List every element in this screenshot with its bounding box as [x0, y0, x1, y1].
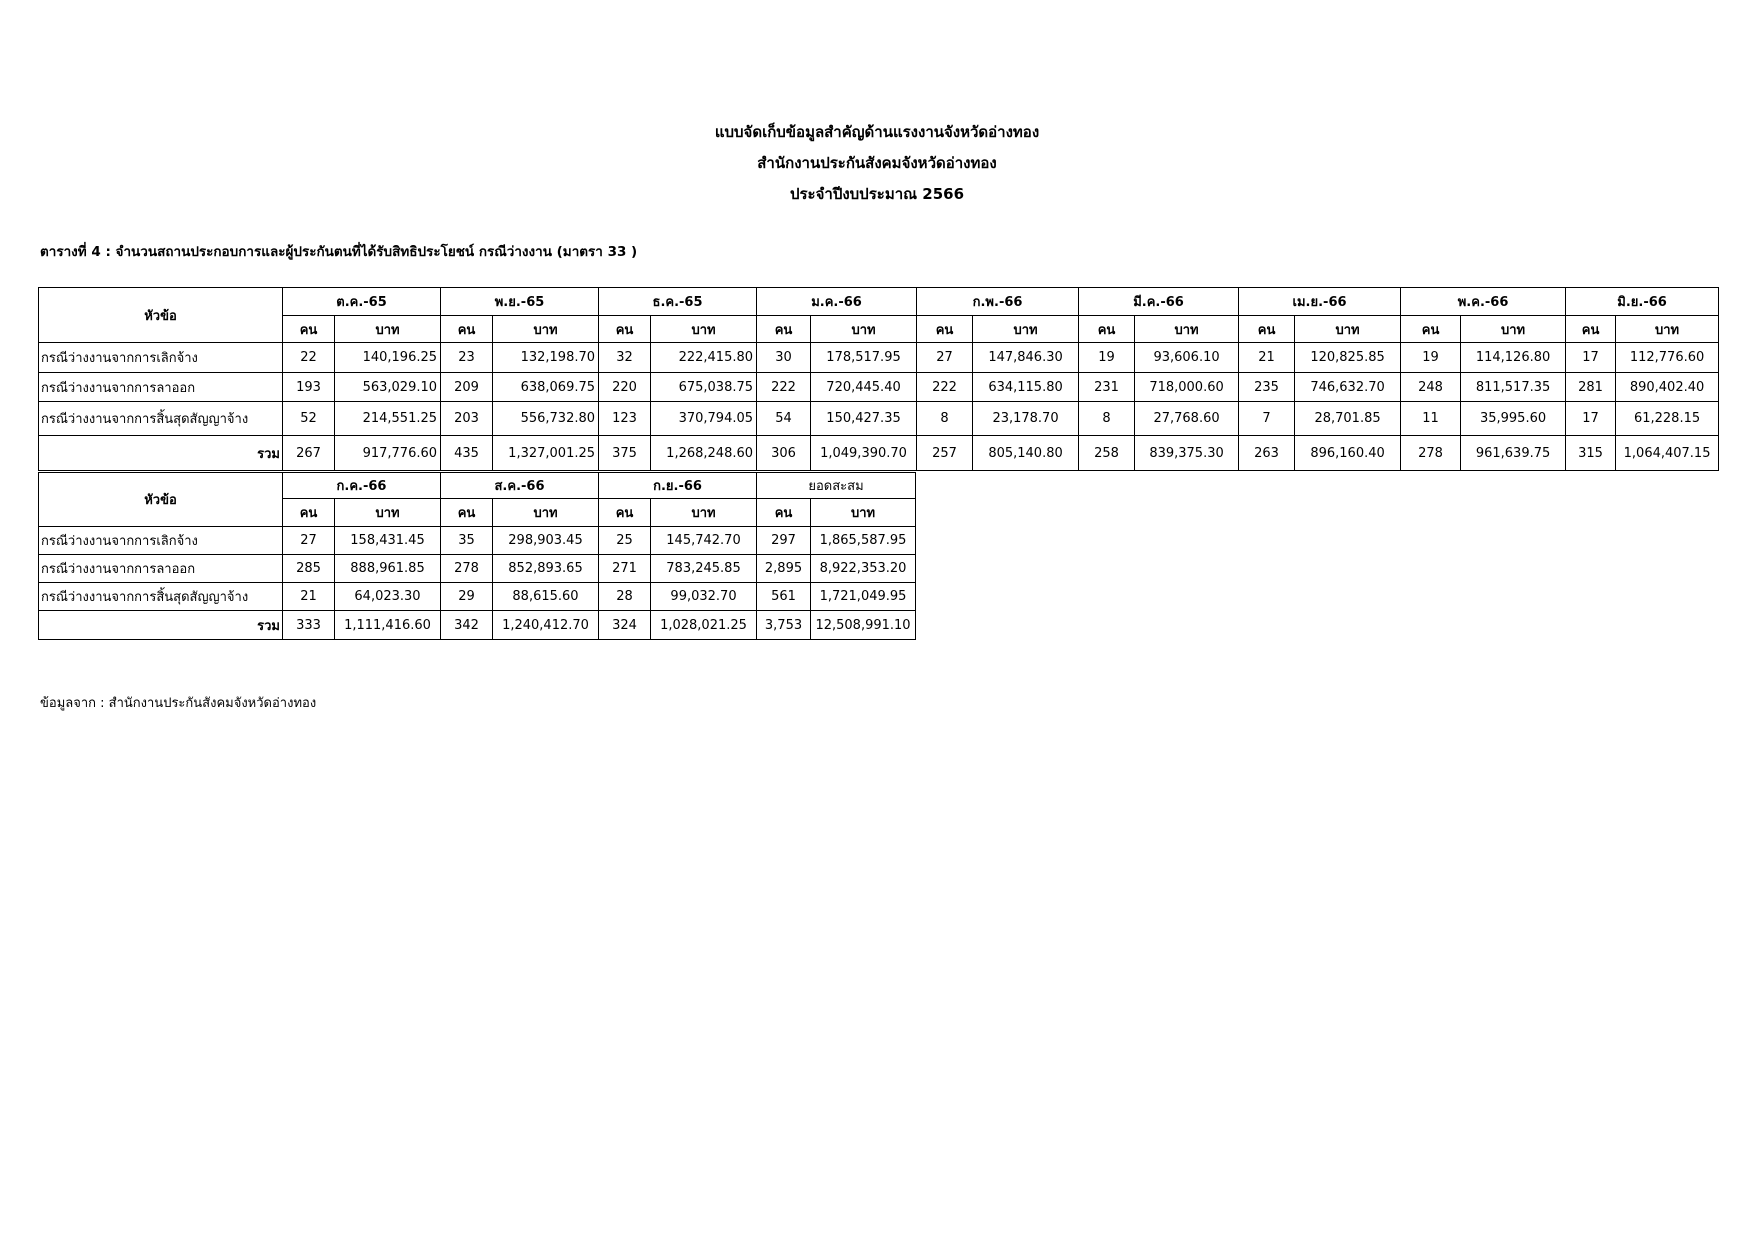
persons-cell: 52 [283, 402, 335, 436]
persons-cell: 32 [599, 343, 651, 373]
baht-header: บาท [1616, 316, 1719, 343]
persons-cell: 235 [1239, 373, 1295, 402]
persons-cell: 220 [599, 373, 651, 402]
total-baht-cell: 1,111,416.60 [335, 611, 441, 640]
total-baht-cell: 917,776.60 [335, 436, 441, 471]
baht-cell: 556,732.80 [493, 402, 599, 436]
total-row [39, 611, 916, 640]
total-baht-cell: 896,160.40 [1295, 436, 1401, 471]
baht-cell: 28,701.85 [1295, 402, 1401, 436]
baht-cell: 222,415.80 [651, 343, 757, 373]
report-title: แบบจัดเก็บข้อมูลสำคัญด้านแรงงานจังหวัดอ่างทอง [714, 123, 1040, 141]
total-baht-cell: 1,049,390.70 [811, 436, 917, 471]
data-source-note: ข้อมูลจาก : สำนักงานประกันสังคมจังหวัดอ่างทอง [40, 696, 317, 711]
baht-header: บาท [811, 316, 917, 343]
month-header: เม.ย.-66 [1239, 288, 1401, 316]
persons-cell: 561 [757, 583, 811, 611]
persons-cell: 27 [283, 527, 335, 555]
baht-cell: 638,069.75 [493, 373, 599, 402]
baht-cell: 370,794.05 [651, 402, 757, 436]
baht-cell: 811,517.35 [1461, 373, 1566, 402]
baht-cell: 88,615.60 [493, 583, 599, 611]
topic-header: หัวข้อ [39, 288, 283, 343]
persons-cell: 123 [599, 402, 651, 436]
total-baht-cell: 1,268,248.60 [651, 436, 757, 471]
month-header: ก.พ.-66 [917, 288, 1079, 316]
baht-cell: 99,032.70 [651, 583, 757, 611]
total-baht-cell: 1,028,021.25 [651, 611, 757, 640]
baht-cell: 214,551.25 [335, 402, 441, 436]
persons-cell: 21 [1239, 343, 1295, 373]
table2-body [39, 527, 916, 640]
row-label: กรณีว่างงานจากการสิ้นสุดสัญญาจ้าง [39, 583, 283, 611]
baht-cell: 178,517.95 [811, 343, 917, 373]
total-label: รวม [39, 611, 283, 640]
table-caption: ตารางที่ 4 : จำนวนสถานประกอบการและผู้ประกันตนที่ได้รับสิทธิประโยชน์ กรณีว่างงาน (มาตรา 33 ) [40, 244, 638, 260]
persons-cell: 209 [441, 373, 493, 402]
persons-header: คน [1401, 316, 1461, 343]
row-label: กรณีว่างงานจากการลาออก [39, 555, 283, 583]
baht-cell: 140,196.25 [335, 343, 441, 373]
total-persons-cell: 342 [441, 611, 493, 640]
row-label: กรณีว่างงานจากการลาออก [39, 373, 283, 402]
benefit-table-jul-sep [38, 472, 916, 640]
month-header: มิ.ย.-66 [1566, 288, 1719, 316]
baht-cell: 298,903.45 [493, 527, 599, 555]
persons-cell: 19 [1401, 343, 1461, 373]
total-label: รวม [39, 436, 283, 471]
baht-header: บาท [1461, 316, 1566, 343]
table-row [39, 583, 916, 611]
total-persons-cell: 306 [757, 436, 811, 471]
persons-cell: 27 [917, 343, 973, 373]
persons-cell: 248 [1401, 373, 1461, 402]
report-agency: สำนักงานประกันสังคมจังหวัดอ่างทอง [757, 154, 997, 172]
baht-cell: 675,038.75 [651, 373, 757, 402]
persons-header: คน [441, 316, 493, 343]
persons-header: คน [1079, 316, 1135, 343]
row-label: กรณีว่างงานจากการเลิกจ้าง [39, 343, 283, 373]
total-persons-cell: 315 [1566, 436, 1616, 471]
baht-cell: 852,893.65 [493, 555, 599, 583]
total-baht-cell: 12,508,991.10 [811, 611, 916, 640]
persons-cell: 29 [441, 583, 493, 611]
baht-header: บาท [1135, 316, 1239, 343]
persons-cell: 231 [1079, 373, 1135, 402]
total-baht-cell: 805,140.80 [973, 436, 1079, 471]
persons-cell: 19 [1079, 343, 1135, 373]
persons-cell: 25 [599, 527, 651, 555]
baht-header: บาท [335, 499, 441, 527]
month-header: ธ.ค.-65 [599, 288, 757, 316]
persons-header: คน [283, 316, 335, 343]
persons-header: คน [1566, 316, 1616, 343]
persons-cell: 17 [1566, 343, 1616, 373]
baht-header: บาท [973, 316, 1079, 343]
persons-cell: 35 [441, 527, 493, 555]
baht-cell: 27,768.60 [1135, 402, 1239, 436]
persons-header: คน [599, 316, 651, 343]
baht-cell: 64,023.30 [335, 583, 441, 611]
persons-header: คน [917, 316, 973, 343]
baht-cell: 145,742.70 [651, 527, 757, 555]
persons-cell: 193 [283, 373, 335, 402]
persons-cell: 17 [1566, 402, 1616, 436]
table-row [39, 373, 1719, 402]
baht-cell: 746,632.70 [1295, 373, 1401, 402]
baht-cell: 1,865,587.95 [811, 527, 916, 555]
persons-cell: 8 [1079, 402, 1135, 436]
total-persons-cell: 324 [599, 611, 651, 640]
month-header: ม.ค.-66 [757, 288, 917, 316]
total-persons-cell: 258 [1079, 436, 1135, 471]
table-row [39, 527, 916, 555]
persons-header: คน [757, 316, 811, 343]
persons-cell: 22 [283, 343, 335, 373]
persons-header: คน [283, 499, 335, 527]
baht-cell: 720,445.40 [811, 373, 917, 402]
baht-header: บาท [493, 316, 599, 343]
total-baht-cell: 961,639.75 [1461, 436, 1566, 471]
baht-cell: 35,995.60 [1461, 402, 1566, 436]
persons-cell: 23 [441, 343, 493, 373]
total-persons-cell: 267 [283, 436, 335, 471]
baht-header: บาท [1295, 316, 1401, 343]
baht-cell: 120,825.85 [1295, 343, 1401, 373]
total-persons-cell: 435 [441, 436, 493, 471]
month-header: พ.ย.-65 [441, 288, 599, 316]
persons-cell: 21 [283, 583, 335, 611]
persons-cell: 203 [441, 402, 493, 436]
total-persons-cell: 263 [1239, 436, 1295, 471]
baht-cell: 563,029.10 [335, 373, 441, 402]
persons-cell: 8 [917, 402, 973, 436]
total-baht-cell: 1,240,412.70 [493, 611, 599, 640]
baht-cell: 890,402.40 [1616, 373, 1719, 402]
month-header: ส.ค.-66 [441, 473, 599, 499]
persons-cell: 28 [599, 583, 651, 611]
baht-cell: 158,431.45 [335, 527, 441, 555]
total-persons-cell: 3,753 [757, 611, 811, 640]
persons-cell: 297 [757, 527, 811, 555]
persons-cell: 30 [757, 343, 811, 373]
table-row [39, 555, 916, 583]
persons-cell: 54 [757, 402, 811, 436]
baht-cell: 93,606.10 [1135, 343, 1239, 373]
baht-header: บาท [811, 499, 916, 527]
baht-cell: 8,922,353.20 [811, 555, 916, 583]
baht-cell: 1,721,049.95 [811, 583, 916, 611]
persons-header: คน [1239, 316, 1295, 343]
baht-header: บาท [493, 499, 599, 527]
baht-cell: 783,245.85 [651, 555, 757, 583]
persons-header: คน [441, 499, 493, 527]
persons-header: คน [757, 499, 811, 527]
persons-cell: 222 [917, 373, 973, 402]
baht-header: บาท [335, 316, 441, 343]
total-persons-cell: 257 [917, 436, 973, 471]
total-persons-cell: 375 [599, 436, 651, 471]
persons-cell: 278 [441, 555, 493, 583]
table-row [39, 402, 1719, 436]
persons-cell: 271 [599, 555, 651, 583]
report-fiscal-year: ประจำปีงบประมาณ 2566 [789, 185, 965, 203]
baht-cell: 112,776.60 [1616, 343, 1719, 373]
baht-cell: 150,427.35 [811, 402, 917, 436]
topic-header: หัวข้อ [39, 473, 283, 527]
month-header: พ.ค.-66 [1401, 288, 1566, 316]
total-persons-cell: 278 [1401, 436, 1461, 471]
persons-header: คน [599, 499, 651, 527]
baht-cell: 61,228.15 [1616, 402, 1719, 436]
persons-cell: 7 [1239, 402, 1295, 436]
baht-header: บาท [651, 499, 757, 527]
total-persons-cell: 333 [283, 611, 335, 640]
month-header: ต.ค.-65 [283, 288, 441, 316]
persons-cell: 281 [1566, 373, 1616, 402]
total-row [39, 436, 1719, 471]
persons-cell: 285 [283, 555, 335, 583]
baht-cell: 114,126.80 [1461, 343, 1566, 373]
persons-cell: 2,895 [757, 555, 811, 583]
month-header: ก.ย.-66 [599, 473, 757, 499]
total-baht-cell: 1,327,001.25 [493, 436, 599, 471]
row-label: กรณีว่างงานจากการสิ้นสุดสัญญาจ้าง [39, 402, 283, 436]
cumulative-header: ยอดสะสม [757, 473, 916, 499]
table1-body [39, 343, 1719, 471]
persons-cell: 11 [1401, 402, 1461, 436]
baht-cell: 634,115.80 [973, 373, 1079, 402]
month-header: ก.ค.-66 [283, 473, 441, 499]
total-baht-cell: 1,064,407.15 [1616, 436, 1719, 471]
baht-cell: 23,178.70 [973, 402, 1079, 436]
table-row [39, 343, 1719, 373]
baht-cell: 718,000.60 [1135, 373, 1239, 402]
baht-header: บาท [651, 316, 757, 343]
baht-cell: 888,961.85 [335, 555, 441, 583]
row-label: กรณีว่างงานจากการเลิกจ้าง [39, 527, 283, 555]
total-baht-cell: 839,375.30 [1135, 436, 1239, 471]
month-header: มี.ค.-66 [1079, 288, 1239, 316]
baht-cell: 132,198.70 [493, 343, 599, 373]
baht-cell: 147,846.30 [973, 343, 1079, 373]
persons-cell: 222 [757, 373, 811, 402]
benefit-table-oct-jun [38, 287, 1719, 471]
